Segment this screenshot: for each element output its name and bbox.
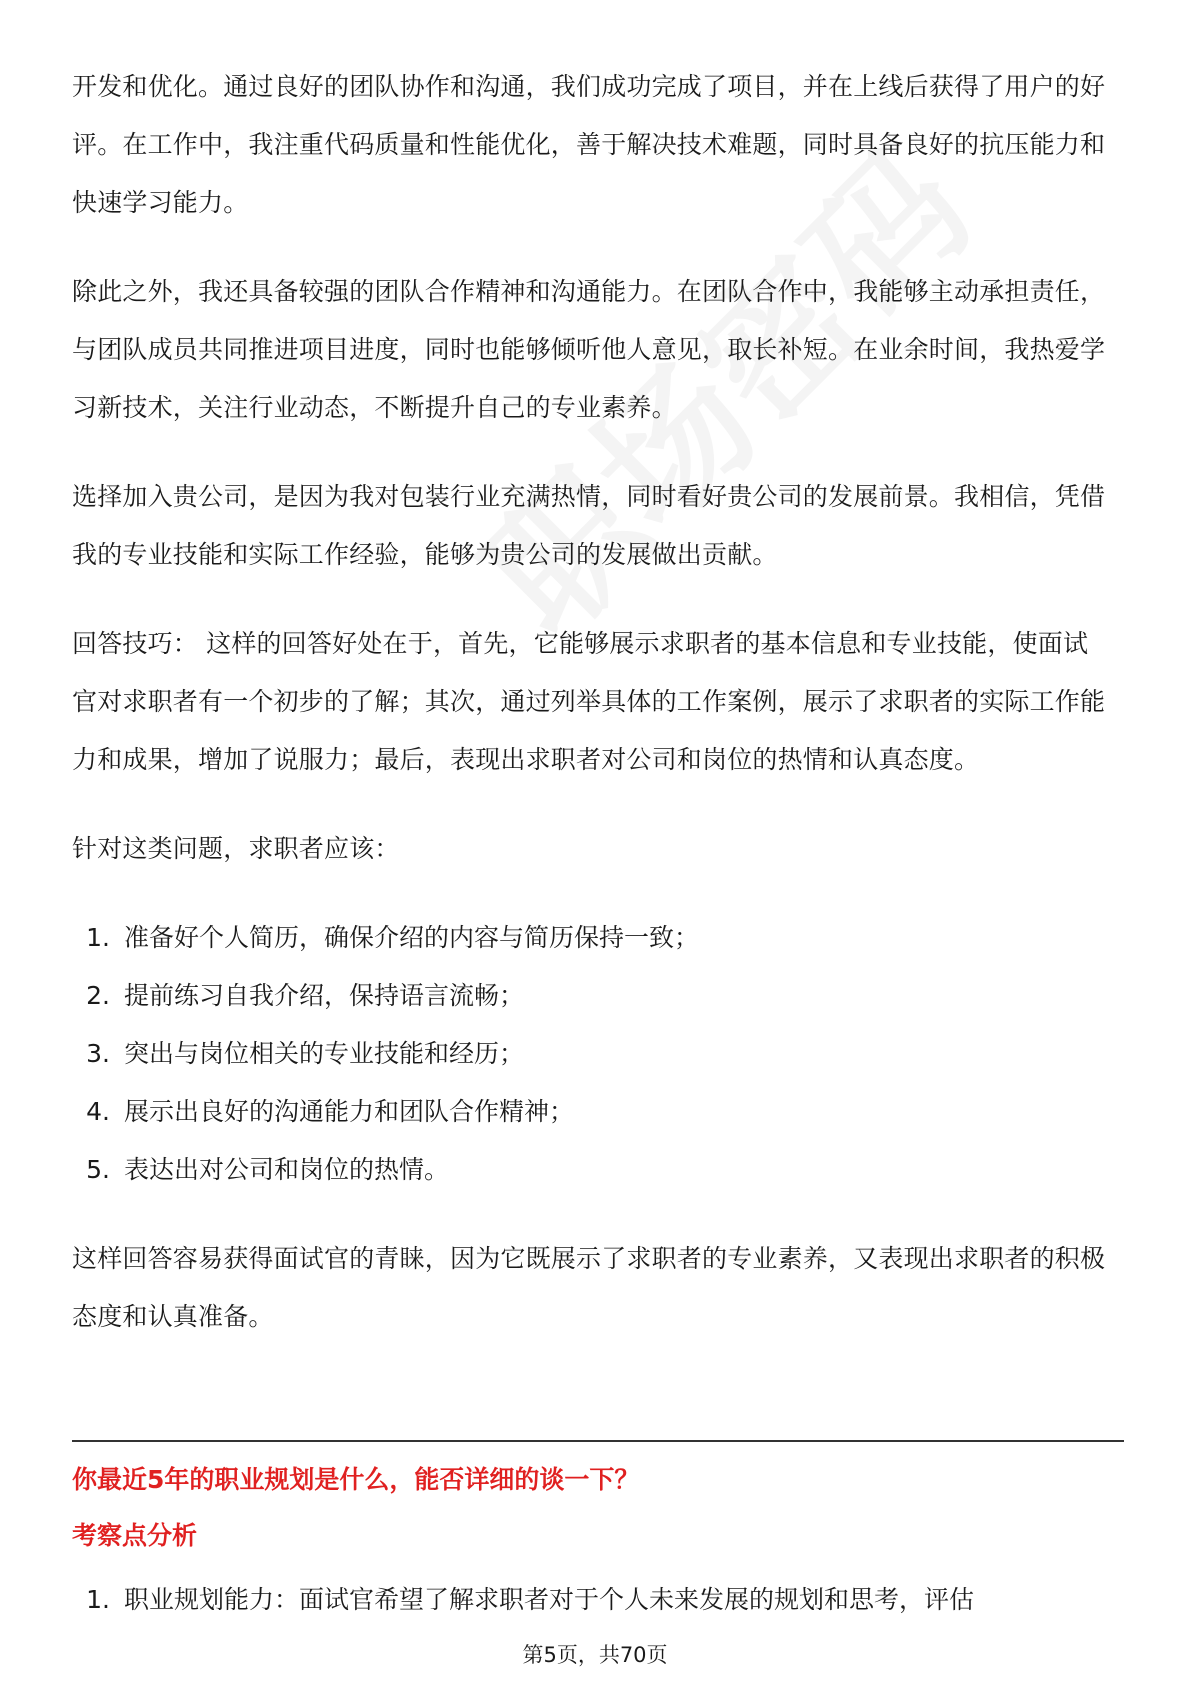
list-item: [72, 1083, 1112, 1141]
list-text: 准备好个人简历，确保介绍的内容与简历保持一致；: [124, 923, 700, 952]
list-number: 4.: [86, 1097, 110, 1126]
list-text: 突出与岗位相关的专业技能和经历；: [124, 1039, 525, 1068]
list-item: [72, 967, 1112, 1025]
list-number: 3.: [86, 1039, 110, 1068]
paragraph-conclusion: 这样回答容易获得面试官的青睐，因为它既展示了求职者的专业素养，又表现出求职者的积极态度和认真准备。: [72, 1244, 1106, 1331]
list-number: 1.: [86, 1585, 110, 1614]
analysis-heading: 考察点分析: [72, 1521, 198, 1550]
list-number: 5.: [86, 1155, 110, 1184]
list-number: 1.: [86, 923, 110, 952]
tips-list: [72, 909, 1112, 1199]
answer-body: [72, 58, 1112, 1346]
list-text: 职业规划能力：面试官希望了解求职者对于个人未来发展的规划和思考，评估: [124, 1585, 975, 1614]
paragraph-list-intro: 针对这类问题，求职者应该：: [72, 834, 400, 863]
question-title: 你最近5年的职业规划是什么，能否详细的谈一下？: [72, 1465, 640, 1494]
paragraph-motivation: 选择加入贵公司，是因为我对包装行业充满热情，同时看好贵公司的发展前景。我相信，凭借我的专业技能和实际工作经验，能够为贵公司的发展做出贡献。: [72, 482, 1106, 569]
section-divider: [72, 1440, 1124, 1442]
paragraph-answer-tips: 回答技巧： 这样的回答好处在于，首先，它能够展示求职者的基本信息和专业技能，使面试官对求职者有一个初步的了解；其次，通过列举具体的工作案例，展示了求职者的实际工作能力和成果，增加了说服力；最后，表现出求职者对公司和岗位的热情和认真态度。: [72, 629, 1106, 774]
list-item: [72, 909, 1112, 967]
list-item: [72, 1141, 1112, 1199]
list-item: [72, 1025, 1112, 1083]
page-footer: 第5页，共70页: [522, 1643, 668, 1667]
paragraph-teamwork: 除此之外，我还具备较强的团队合作精神和沟通能力。在团队合作中，我能够主动承担责任，与团队成员共同推进项目进度，同时也能够倾听他人意见，取长补短。在业余时间，我热爱学习新技术，关注行业动态，不断提升自己的专业素养。: [72, 277, 1106, 422]
list-number: 2.: [86, 981, 110, 1010]
paragraph-project-experience: 开发和优化。通过良好的团队协作和沟通，我们成功完成了项目，并在上线后获得了用户的好评。在工作中，我注重代码质量和性能优化，善于解决技术难题，同时具备良好的抗压能力和快速学习能力。: [72, 72, 1106, 217]
list-text: 展示出良好的沟通能力和团队合作精神；: [124, 1097, 575, 1126]
list-item: [72, 1571, 1124, 1629]
list-text: 表达出对公司和岗位的热情。: [124, 1155, 450, 1184]
list-text: 提前练习自我介绍，保持语言流畅；: [124, 981, 525, 1010]
analysis-points-list: [72, 1571, 1124, 1629]
